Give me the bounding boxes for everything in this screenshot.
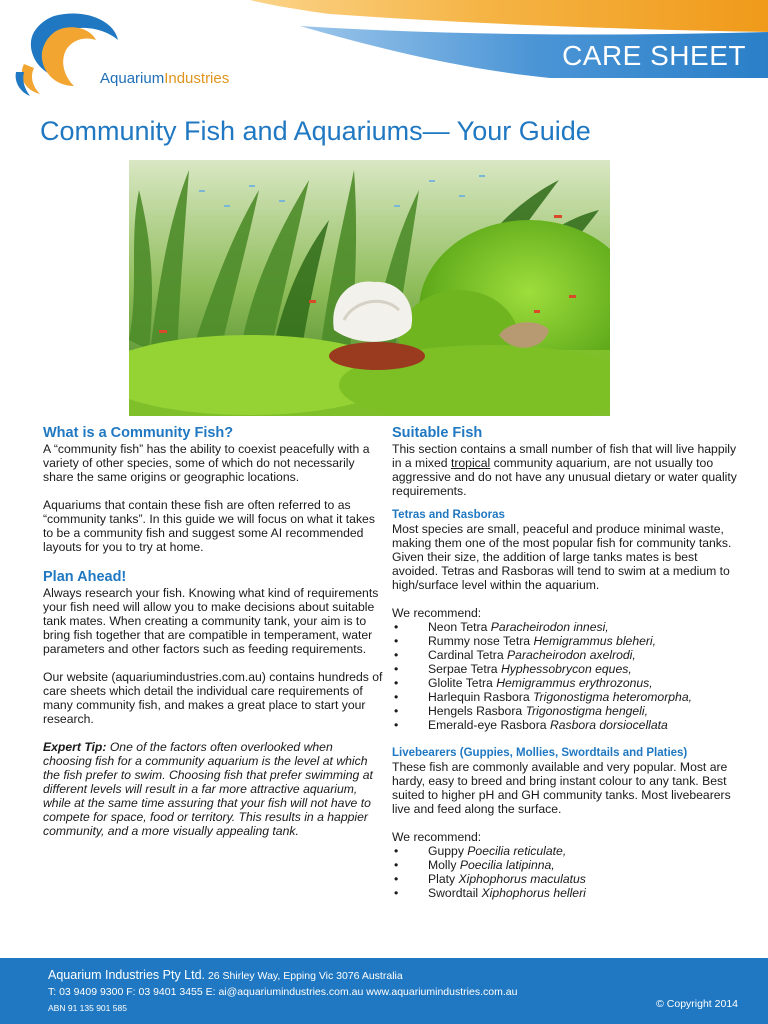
expert-tip (43, 740, 383, 838)
livebearers-list (392, 844, 742, 900)
footer (0, 958, 768, 1024)
paragraph-suitable: This section contains a small number of fish that will live happily in a mixed tropical community aquarium, are not usually too aggressive and do not have any unusual dietary or water quality requirements. (392, 442, 737, 498)
heading-plan-ahead: Plan Ahead! (43, 569, 127, 585)
paragraph-tetras: Most species are small, peaceful and produce minimal waste, making them one of the most popular fish for community tanks. Given their size, the addition of large tanks mates is best avoided. Tetras and Rasboras will tend to swim at a medium to high/surface level within the aquarium. (392, 522, 732, 592)
list-item: • Rummy nose Tetra Hemigrammus bleheri, (392, 634, 742, 648)
header-banner (0, 0, 768, 110)
paragraph-livebearers: These fish are commonly available and very popular. Most are hardy, easy to breed and bring instant colour to any tank. Best suited to higher pH and GH community tanks. Most livebearers live and feed along the surface. (392, 760, 731, 816)
heading-livebearers: Livebearers (Guppies, Mollies, Swordtails and Platies) (392, 747, 688, 759)
we-recommend-livebearers: We recommend: (392, 830, 482, 844)
brand-name: AquariumIndustries (100, 70, 230, 87)
footer-contact: T: 03 9409 9300 F: 03 9401 3455 E: ai@aquariumindustries.com.au www.aquariumindustries.com.au (48, 986, 518, 998)
footer-address: 26 Shirley Way, Epping Vic 3076 Australia (205, 970, 403, 982)
we-recommend-tetras: We recommend: (392, 606, 482, 620)
footer-abn: ABN 91 135 901 585 (48, 1003, 127, 1013)
paragraph-plan-2: Our website (aquariumindustries.com.au) contains hundreds of care sheets which detail the individual care requirements of many community fish, and makes a great place to start your research. (43, 670, 383, 726)
list-item: • Cardinal Tetra Paracheirodon axelrodi, (392, 648, 742, 662)
left-column (43, 424, 383, 838)
footer-company: Aquarium Industries Pty Ltd. (48, 968, 206, 982)
expert-tip-label: Expert Tip: (43, 740, 107, 754)
planted-aquarium-photo (129, 160, 610, 416)
paragraph-plan-1: Always research your fish. Knowing what kind of requirements your fish need will allow you to make decisions about suitable tank mates. When creating a community tank, your aim is to bring fish together that are compatible in temperament, water parameters and other factors such as feeding requirements. (43, 586, 379, 656)
expert-tip-text: One of the factors often overlooked when choosing fish for a community aquarium is the level at which the fish prefer to swim. Choosing fish that prefer swimming at different levels will result in a far more attractive aquarium, while at the same time assuring that your fish will not have to compete for space, food or territory. This results in a happier community, and a more visually appealing tank. (43, 740, 373, 838)
right-column (392, 424, 742, 900)
list-item: • Hengels Rasbora Trigonostigma hengeli, (392, 704, 742, 718)
list-item: • Neon Tetra Paracheirodon innesi, (392, 620, 742, 634)
tropical-underlined: tropical (450, 456, 491, 470)
list-item: • Swordtail Xiphophorus helleri (392, 886, 742, 900)
page-title: Community Fish and Aquariums— Your Guide (40, 116, 591, 146)
heading-suitable-fish: Suitable Fish (392, 425, 483, 441)
care-sheet-badge: CARE SHEET (562, 40, 746, 71)
list-item: • Harlequin Rasbora Trigonostigma heteromorpha, (392, 690, 742, 704)
heading-tetras-rasboras: Tetras and Rasboras (392, 509, 505, 521)
list-item: • Serpae Tetra Hyphessobrycon eques, (392, 662, 742, 676)
footer-company-line (48, 968, 403, 982)
heading-what-is-community-fish: What is a Community Fish? (43, 425, 234, 441)
brand-logo (14, 10, 244, 100)
list-item: • Emerald-eye Rasbora Rasbora dorsiocellata (392, 718, 742, 732)
list-item: • Guppy Poecilia reticulate, (392, 844, 742, 858)
list-item: • Molly Poecilia latipinna, (392, 858, 742, 872)
tetras-list (392, 620, 742, 732)
list-item: • Platy Xiphophorus maculatus (392, 872, 742, 886)
list-item: • Glolite Tetra Hemigrammus erythrozonus, (392, 676, 742, 690)
paragraph-what-1: A “community fish” has the ability to coexist peacefully with a variety of other species, some of which do not necessarily share the same origins or geographic locations. (43, 442, 370, 484)
paragraph-what-2: Aquariums that contain these fish are often referred to as “community tanks”. In this guide we will focus on what it takes to be a community fish and suggest some AI recommended layouts for you to try at home. (43, 498, 375, 554)
footer-copyright: © Copyright 2014 (656, 998, 738, 1010)
